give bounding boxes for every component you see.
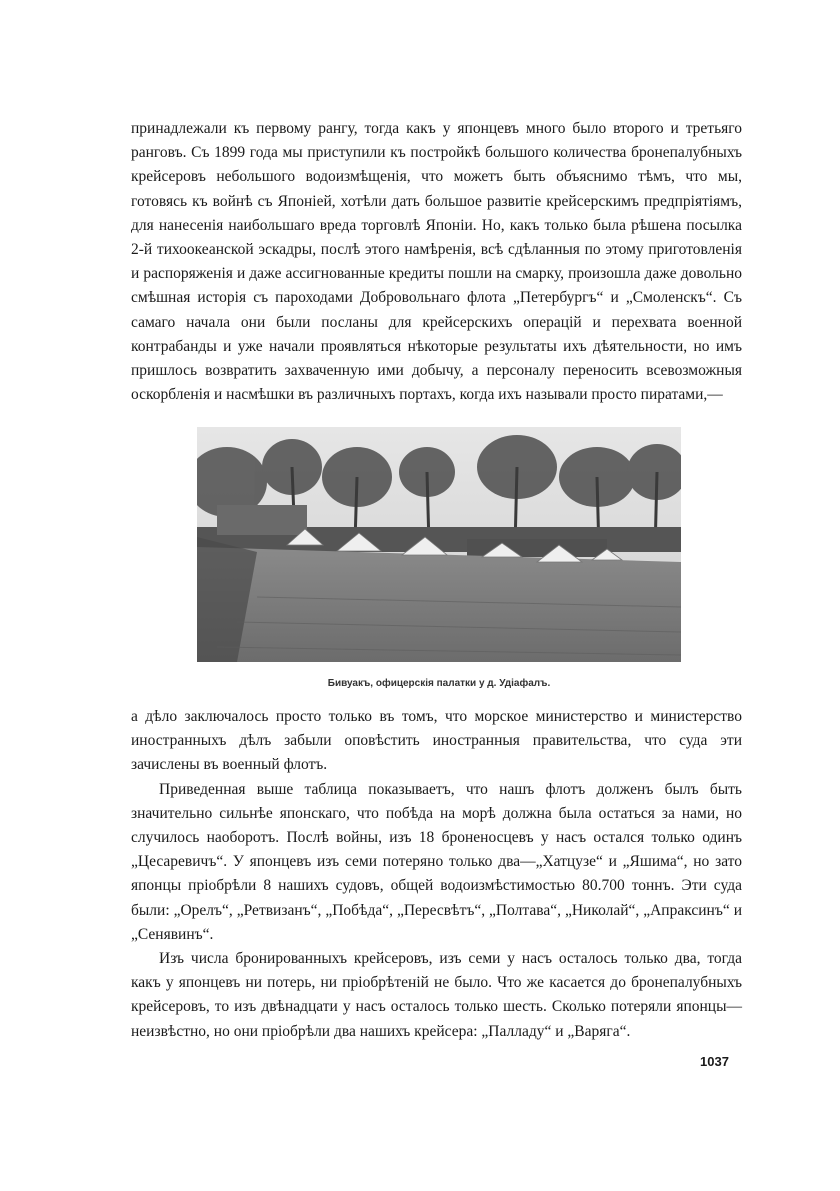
photo-caption: Бивуакъ, офицерскія палатки у д. Удіафалъ. (327, 678, 551, 689)
paragraph-3: Изъ числа бронированныхъ крейсеровъ, изъ семи у насъ осталось только два, тогда какъ у японцевъ ни потерь, ни пріобрѣтеній не было. Что же касается до бронепалубныхъ крейсеровъ, то изъ двѣнадцати у насъ осталось только шесть. Сколько потеряли японцы—неизвѣстно, но они пріобрѣли два нашихъ крейсера: „Палладу“ и „Варяга“. (131, 950, 742, 1040)
paragraph-continuation: а дѣло заключалось просто только въ томъ, что морское министерство и министерство иностранныхъ дѣлъ забыли оповѣстить иностранныя правительства, что суда эти зачислены въ военный флотъ. (131, 708, 742, 774)
body-text-bottom (131, 705, 742, 1044)
paragraph-top: принадлежали къ первому рангу, тогда какъ у японцевъ много было второго и третьяго ранговъ. Съ 1899 года мы приступили къ постройкѣ большого количества бронепалубныхъ крейсеровъ небольшого водоизмѣщенія, что можетъ быть объяснимо тѣмъ, что мы, готовясь къ войнѣ съ Японіей, хотѣли дать большое развитіе крейсерскимъ предпріятіямъ, для нанесенія наибольшаго вреда торговлѣ Японіи. Но, какъ только была рѣшена посылка 2-й тихоокеанской эскадры, послѣ этого намѣренія, всѣ сдѣланныя по этому приготовленія и распоряженія и даже ассигнованные кредиты пошли на смарку, произошла даже довольно смѣшная исторія съ пароходами Добровольнаго флота „Петербургъ“ и „Смоленскъ“. Съ самаго начала они были посланы для крейсерскихъ операцій и перехвата военной контрабанды и уже начали проявляться нѣкоторые результаты ихъ дѣятельности, но имъ пришлось возвратить захваченную ими добычу, а персоналу переносить всевозможныя оскорбленія и насмѣшки въ различныхъ портахъ, когда ихъ называли просто пиратами,— (131, 120, 742, 404)
body-text-top (131, 117, 742, 407)
paragraph-2: Приведенная выше таблица показываетъ, что нашъ флотъ долженъ былъ быть значительно сильнѣе японскаго, что побѣда на морѣ должна была остаться за нами, но случилось наоборотъ. Послѣ войны, изъ 18 броненосцевъ у насъ остался только одинъ „Цесаревичъ“. У японцевъ изъ семи потеряно только два—„Хатцузе“ и „Яшима“, но зато японцы пріобрѣли 8 нашихъ судовъ, общей водоизмѣстимостью 80.700 тоннъ. Эти суда были: „Орелъ“, „Ретвизанъ“, „Побѣда“, „Пересвѣтъ“, „Полтава“, „Николай“, „Апраксинъ“ и „Сенявинъ“. (131, 780, 742, 943)
bivouac-photo (197, 427, 681, 662)
page-number: 1037 (700, 1054, 729, 1069)
